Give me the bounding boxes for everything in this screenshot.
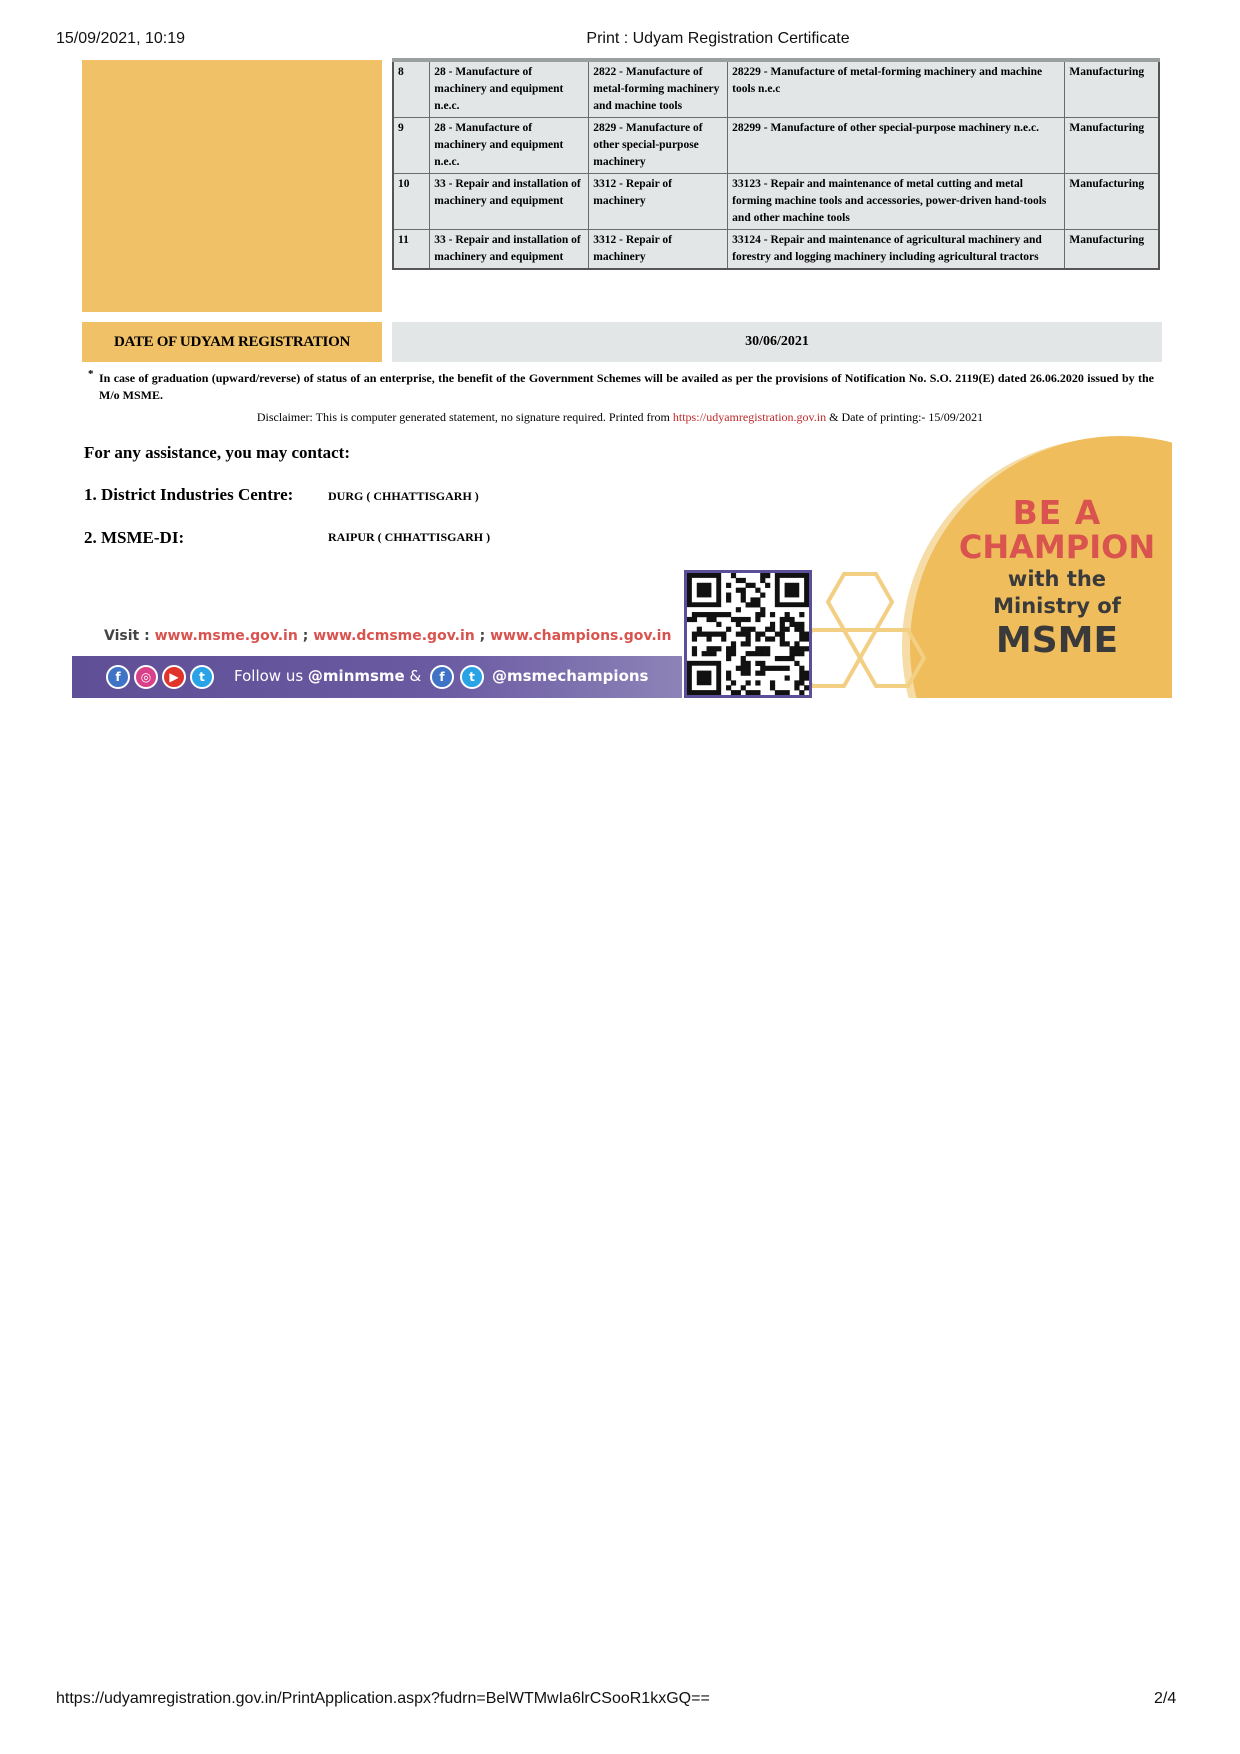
qr-code — [684, 570, 812, 698]
print-page-number: 2/4 — [1154, 1690, 1177, 1707]
slogan-line-5: MSME — [995, 620, 1119, 661]
nic-serial-cell: 8 — [393, 60, 430, 118]
nic-activity-cell: Manufacturing — [1065, 174, 1159, 230]
disclaimer-prefix: Disclaimer: This is computer generated statement, no signature required. Printed from — [256, 410, 673, 424]
site-separator: ; — [297, 628, 314, 644]
follow-us-text — [234, 667, 421, 685]
champion-slogan — [872, 493, 1172, 663]
nic-2-digit-cell: 28 - Manufacture of machinery and equipment n.e.c. — [430, 60, 589, 118]
social-bar — [72, 656, 682, 698]
slogan-line-1: BE A — [1012, 493, 1102, 532]
facebook-icon[interactable]: f — [430, 665, 454, 689]
district-centre-value: DURG ( CHHATTISGARH ) — [328, 489, 479, 503]
nic-serial-cell: 10 — [393, 174, 430, 230]
nic-serial-cell: 9 — [393, 118, 430, 174]
nic-4-digit-cell: 2829 - Manufacture of other special-purpose machinery — [589, 118, 728, 174]
nic-5-digit-cell: 28229 - Manufacture of metal-forming machinery and machine tools n.e.c — [728, 60, 1065, 118]
graduation-note — [88, 370, 1154, 404]
print-datetime: 15/09/2021, 10:19 — [56, 30, 186, 47]
registration-date-label: DATE OF UDYAM REGISTRATION — [82, 322, 382, 362]
champions-site-link[interactable]: www.champions.gov.in — [490, 628, 672, 644]
handle-msmechampions[interactable]: @msmechampions — [492, 667, 649, 685]
nic-activity-cell: Manufacturing — [1065, 60, 1159, 118]
nic-2-digit-cell: 33 - Repair and installation of machinery and equipment — [430, 174, 589, 230]
follow-prefix: Follow us — [234, 667, 308, 685]
nic-2-digit-cell: 28 - Manufacture of machinery and equipment n.e.c. — [430, 118, 589, 174]
note-text: In case of graduation (upward/reverse) of status of an enterprise, the benefit of the Government Schemes will be availed as per the provisions of Notification No. S.O. 2119(E) dated 26.06.2020 issued by the M/o MSME. — [99, 371, 1154, 402]
visit-label: Visit : — [104, 628, 155, 644]
nic-4-digit-cell: 3312 - Repair of machinery — [589, 230, 728, 270]
nic-activity-cell: Manufacturing — [1065, 118, 1159, 174]
print-url: https://udyamregistration.gov.in/PrintApplication.aspx?fudrn=BelWTMwIa6lrCSooR1kxGQ== — [56, 1690, 710, 1707]
table-row — [393, 60, 1159, 118]
print-page-title: Print : Udyam Registration Certificate — [586, 30, 850, 47]
nic-4-digit-cell: 2822 - Manufacture of metal-forming machinery and machine tools — [589, 60, 728, 118]
twitter-icon[interactable]: t — [460, 665, 484, 689]
msme-site-link[interactable]: www.msme.gov.in — [154, 628, 298, 644]
twitter-icon[interactable]: t — [190, 665, 214, 689]
youtube-icon[interactable]: ▶ — [162, 665, 186, 689]
msme-di-label: 2. MSME-DI: — [84, 528, 185, 547]
slogan-line-3: with the — [1007, 567, 1107, 591]
registration-date-value: 30/06/2021 — [392, 322, 1162, 362]
table-row — [393, 174, 1159, 230]
nic-code-table — [392, 58, 1160, 270]
handle-minmsme[interactable]: @minmsme — [307, 667, 405, 685]
udyam-portal-link[interactable]: https://udyamregistration.gov.in — [672, 410, 827, 424]
nic-5-digit-cell: 33124 - Repair and maintenance of agricultural machinery and forestry and logging machinery including agricultural tractors — [728, 230, 1065, 270]
nic-table-body — [393, 60, 1159, 269]
qr-code-icon — [687, 573, 809, 695]
site-separator: ; — [474, 628, 491, 644]
nic-serial-cell: 11 — [393, 230, 430, 270]
disclaimer — [0, 410, 1240, 425]
note-marker: * — [88, 368, 94, 380]
instagram-icon[interactable]: ◎ — [134, 665, 158, 689]
msme-champion-banner — [72, 436, 1172, 698]
slogan-line-2: CHAMPION — [958, 528, 1156, 566]
dcmsme-site-link[interactable]: www.dcmsme.gov.in — [313, 628, 475, 644]
nic-5-digit-cell: 28299 - Manufacture of other special-purpose machinery n.e.c. — [728, 118, 1065, 174]
disclaimer-suffix: & Date of printing:- 15/09/2021 — [826, 410, 984, 424]
nic-label-band — [82, 60, 382, 312]
visit-sites — [104, 628, 671, 644]
nic-5-digit-cell: 33123 - Repair and maintenance of metal cutting and metal forming machine tools and accessories, power-driven hand-tools and other machine tools — [728, 174, 1065, 230]
nic-activity-cell: Manufacturing — [1065, 230, 1159, 270]
nic-4-digit-cell: 3312 - Repair of machinery — [589, 174, 728, 230]
follow-amp: & — [404, 667, 422, 685]
facebook-icon[interactable]: f — [106, 665, 130, 689]
msme-di-value: RAIPUR ( CHHATTISGARH ) — [328, 530, 491, 544]
assistance-heading: For any assistance, you may contact: — [84, 443, 350, 462]
table-row — [393, 118, 1159, 174]
district-centre-label: 1. District Industries Centre: — [84, 485, 294, 504]
nic-2-digit-cell: 33 - Repair and installation of machinery and equipment — [430, 230, 589, 270]
table-row — [393, 230, 1159, 270]
slogan-line-4: Ministry of — [993, 594, 1121, 618]
